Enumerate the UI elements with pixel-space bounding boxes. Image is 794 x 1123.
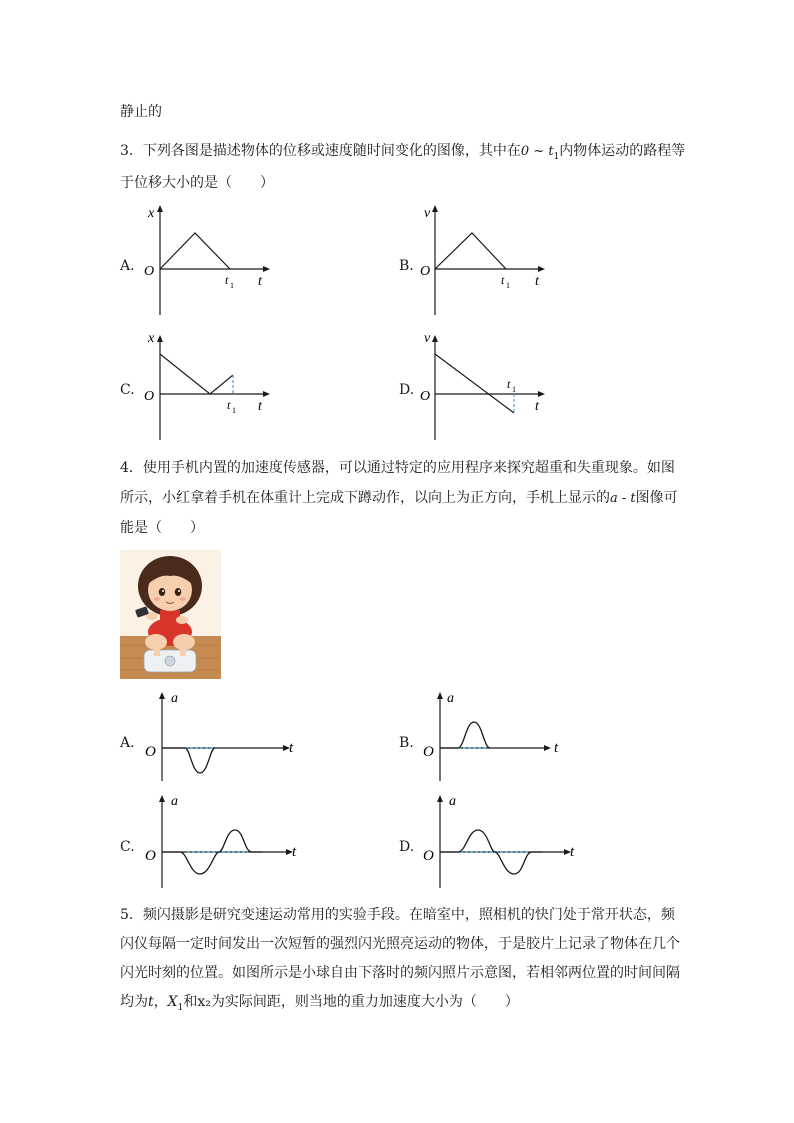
q4-stem-line3: 能是（ ） xyxy=(120,520,204,536)
q3b-t1-mark: t xyxy=(501,273,505,287)
q3-option-b-label: B. xyxy=(399,258,414,274)
q3c-y-label: x xyxy=(148,331,155,346)
q3-stem-line2: 于位移大小的是（ ） xyxy=(120,175,274,191)
svg-text:1: 1 xyxy=(230,281,234,290)
q4c-y-label: a xyxy=(171,794,178,809)
q3c-t-label: t xyxy=(258,399,262,414)
q4-option-d-label: D. xyxy=(399,839,415,855)
q4-option-c-label: C. xyxy=(120,839,135,855)
q5-stem-line2: 闪仪每隔一定时间发出一次短暂的强烈闪光照亮运动的物体，于是胶片上记录了物体在几个 xyxy=(120,936,680,952)
q3d-t-label: t xyxy=(535,399,539,414)
q4a-t-label: t xyxy=(289,740,294,756)
q3c-t1-mark: t xyxy=(227,398,231,412)
q3-graph-b xyxy=(418,200,558,320)
q4d-y-label: a xyxy=(449,794,456,809)
q3b-origin: O xyxy=(420,264,431,279)
q3-graph-d xyxy=(418,325,558,445)
q3d-origin: O xyxy=(420,389,431,404)
q3-range: 0 ~ t xyxy=(520,144,554,159)
q3-graph-c xyxy=(140,325,280,445)
q4a-y-label: a xyxy=(171,691,178,706)
q4b-origin: O xyxy=(423,744,434,760)
q5-stem-line3: 闪光时刻的位置。如图所示是小球自由下落时的频闪照片示意图，若相邻两位置的时间间隔 xyxy=(120,965,680,981)
q4b-t-label: t xyxy=(554,740,559,756)
q4-stem-line1: 4．使用手机内置的加速度传感器，可以通过特定的应用程序来探究超重和失重现象。如图 xyxy=(120,460,675,476)
q4b-y-label: a xyxy=(447,691,454,706)
q3a-origin: O xyxy=(144,264,155,279)
q3-option-c-label: C. xyxy=(120,382,135,398)
q5-stem-line1: 5．频闪摄影是研究变速运动常用的实验手段。在暗室中，照相机的快门处于常开状态，频 xyxy=(120,907,675,923)
q4-graph-d xyxy=(418,790,578,890)
q4-stem-line2: 所示，小红拿着手机在体重计上完成下蹲动作，以向上为正方向，手机上显示的a - t图像可 xyxy=(120,490,678,506)
q3c-origin: O xyxy=(144,389,155,404)
q3d-t1-mark: t xyxy=(507,377,511,391)
q4a-origin: O xyxy=(145,744,156,760)
q4c-t-label: t xyxy=(292,844,297,860)
q3-option-d-label: D. xyxy=(399,382,415,398)
q4-graph-a xyxy=(140,685,300,785)
svg-text:1: 1 xyxy=(232,406,236,415)
q4d-origin: O xyxy=(423,848,434,864)
q4-formula: a - t xyxy=(610,491,636,506)
q3d-y-label: v xyxy=(424,331,431,346)
continued-text: 静止的 xyxy=(120,104,162,120)
svg-text:1: 1 xyxy=(506,281,510,290)
girl-on-scale-illustration xyxy=(120,550,221,679)
q3b-t-label: t xyxy=(535,274,539,289)
q4d-t-label: t xyxy=(570,844,575,860)
q3-graph-a xyxy=(140,200,280,320)
q3-stem-line1: 3．下列各图是描述物体的位移或速度随时间变化的图像，其中在0 ~ $t_1$内物体运动的路程等 xyxy=(120,143,686,162)
svg-text:1: 1 xyxy=(512,385,516,394)
q4c-origin: O xyxy=(145,848,156,864)
q3-option-a-label: A. xyxy=(120,258,135,274)
q4-option-a-label: A. xyxy=(120,735,135,751)
q3a-t-label: t xyxy=(258,274,262,289)
q3a-t1-mark: t xyxy=(225,273,229,287)
q4-graph-b xyxy=(418,685,578,785)
q3a-y-label: x xyxy=(148,206,155,221)
q5-stem-line4: 均为t，$X_1$和x₂为实际间距，则当地的重力加速度大小为（ ） xyxy=(120,994,519,1013)
q3b-y-label: v xyxy=(424,206,431,221)
q4-graph-c xyxy=(140,790,300,890)
q4-option-b-label: B. xyxy=(399,735,414,751)
